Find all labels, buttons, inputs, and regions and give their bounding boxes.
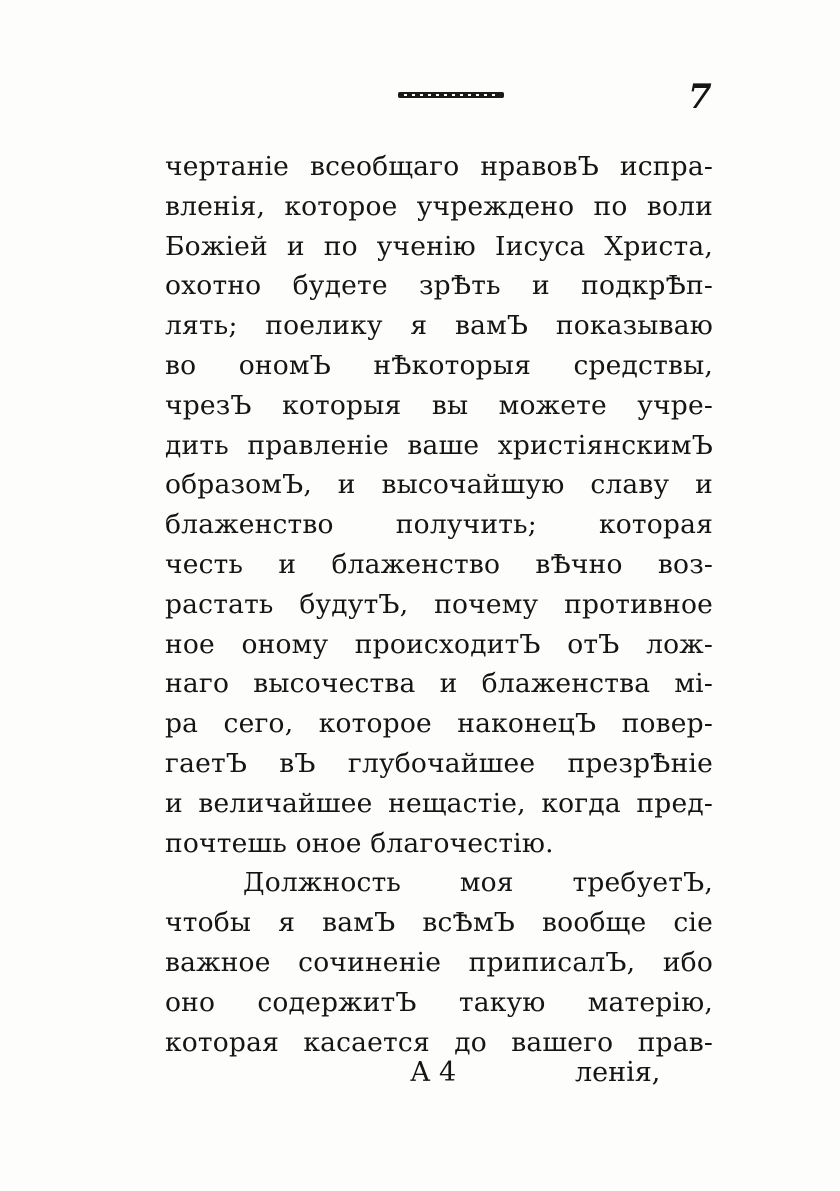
text-line: гаетЪ вЪ глубочайшее презрѢніе bbox=[165, 747, 713, 779]
text-line: лять; поелику я вамЪ показываю bbox=[165, 310, 713, 342]
text-line: чрезЪ которыя вы можете учре- bbox=[165, 389, 713, 421]
text-line: ра сего, которое наконецЪ повер- bbox=[165, 708, 713, 740]
text-line: оно содержитЪ такую матерію, bbox=[165, 986, 713, 1018]
catchword: ленія, bbox=[575, 1057, 661, 1088]
body-text bbox=[165, 147, 713, 1062]
text-line: во ономЪ нѢкоторыя средствы, bbox=[165, 349, 713, 381]
text-line: охотно будете зрѢть и подкрѢп- bbox=[165, 270, 713, 302]
text-line: и величайшее нещастіе, когда пред- bbox=[165, 787, 713, 819]
text-line: блаженство получить; которая bbox=[165, 509, 713, 541]
paragraph-2 bbox=[165, 863, 713, 1062]
text-line: вленія, которое учреждено по воли bbox=[165, 190, 713, 222]
text-line: растать будутЪ, почему противное bbox=[165, 588, 713, 620]
signature-mark: А 4 bbox=[410, 1057, 457, 1088]
text-line: Божіей и по ученію Іисуса Христа, bbox=[165, 230, 713, 262]
text-line: ное оному происходитЪ отЪ лож- bbox=[165, 628, 713, 660]
text-line: Должность моя требуетЪ, bbox=[243, 867, 713, 899]
page-number: 7 bbox=[688, 77, 712, 117]
text-line: образомЪ, и высочайшую славу и bbox=[165, 469, 713, 501]
text-line: важное сочиненіе приписалЪ, ибо bbox=[165, 946, 713, 978]
header-ornament bbox=[398, 90, 504, 100]
text-line: почтешь оное благочестію. bbox=[165, 827, 554, 859]
text-line: которая касается до вашего прав- bbox=[165, 1026, 713, 1058]
paragraph-1 bbox=[165, 147, 713, 863]
text-line: честь и блаженство вѢчно воз- bbox=[165, 548, 713, 580]
text-line: наго высочества и блаженства мі- bbox=[165, 668, 713, 700]
text-line: чертаніе всеобщаго нравовЪ испра- bbox=[165, 151, 713, 182]
text-line: дить правленіе ваше христіянскимЪ bbox=[165, 429, 713, 461]
text-line: чтобы я вамЪ всѢмЪ вообще сіе bbox=[165, 907, 713, 939]
